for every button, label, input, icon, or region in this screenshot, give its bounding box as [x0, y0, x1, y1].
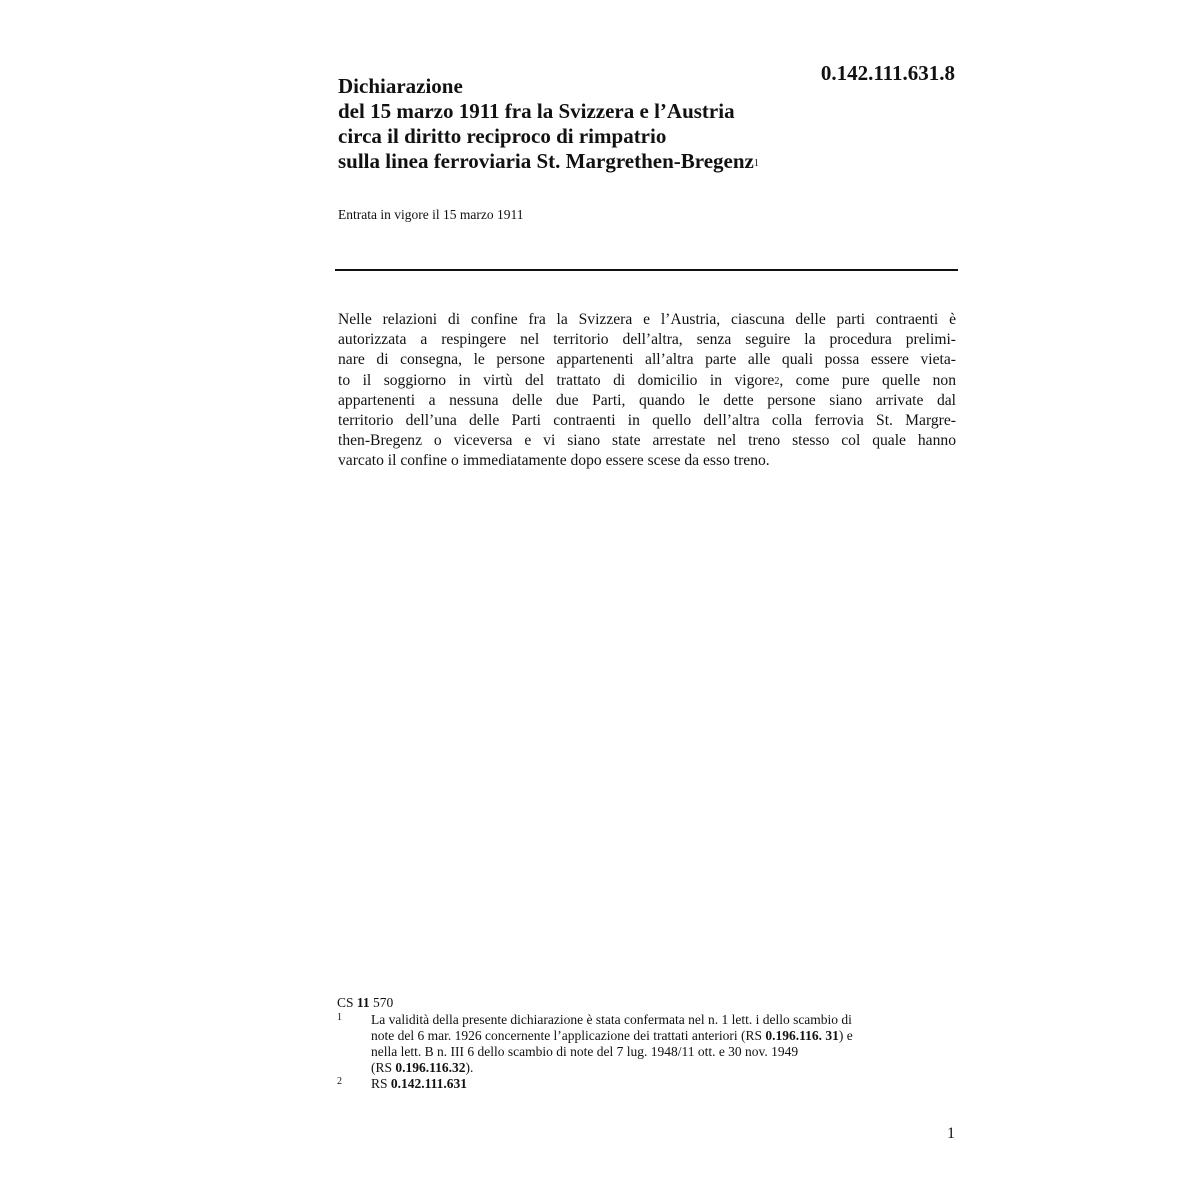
body-line: appartenenti a nessuna delle due Parti, quando le dette persone siano arrivate dal	[338, 391, 956, 409]
footnote-line	[371, 1028, 957, 1044]
footnote-line: nella lett. B n. III 6 dello scambio di note del 7 lug. 1948/11 ott. e 30 nov. 1949	[371, 1044, 799, 1059]
footnote-1	[337, 1012, 957, 1076]
body-footnote-marker[interactable]: 2	[774, 375, 780, 387]
body-line: territorio dell’una delle Parti contraenti in quello dell’altra colla ferrovia St. Margre-	[338, 412, 956, 430]
footnote-text: RS	[371, 1076, 391, 1091]
footnote-2-number: 2	[337, 1076, 342, 1087]
page-number: 1	[947, 1125, 955, 1142]
body-line: varcato il confine o immediatamente dopo essere scese da esso treno.	[338, 452, 770, 470]
sr-link[interactable]: 0.142.111.631	[390, 1076, 468, 1091]
title-line: circa il diritto reciproco di rimpatrio	[338, 124, 667, 148]
footnote-2	[337, 1076, 957, 1092]
title-line-last	[338, 149, 898, 174]
entry-into-force: Entrata in vigore il 15 marzo 1911	[338, 207, 524, 222]
footnote-text: ) e	[838, 1028, 853, 1043]
sr-reference-number: 0.142.111.631.8	[820, 61, 955, 85]
title-line: del 15 marzo 1911 fra la Svizzera e l’Austria	[338, 99, 735, 123]
body-line: nare di consegna, le persone appartenenti all’altra parte alle quali possa essere vieta-	[338, 351, 956, 369]
header-divider	[335, 269, 958, 271]
cs-prefix: CS	[337, 995, 354, 1010]
footnote-1-number: 1	[337, 1012, 342, 1023]
title-footnote-marker[interactable]: 1	[753, 158, 759, 169]
body-line: autorizzata a respingere nel territorio dell’altra, senza seguire la procedura prelimi-	[338, 331, 956, 349]
body-line: Nelle relazioni di confine fra la Svizzera e l’Austria, ciascuna delle parti contraenti è	[338, 311, 956, 328]
body-line-with-footnote	[338, 371, 956, 391]
sr-link[interactable]: 0.196.116.32	[395, 1060, 466, 1075]
footnote-line	[371, 1060, 957, 1076]
title-line: Dichiarazione	[338, 74, 463, 98]
footnote-line: La validità della presente dichiarazione è stata confermata nel n. 1 lett. i dello scambio di	[371, 1012, 852, 1027]
cs-reference	[337, 995, 957, 1011]
footnote-text: note del 6 mar. 1926 concernente l’applicazione dei trattati anteriori (RS	[371, 1028, 766, 1043]
footnotes	[337, 995, 957, 1092]
sr-link[interactable]: 0.196.116. 31	[765, 1028, 839, 1043]
document-title	[338, 74, 898, 174]
body-line: then-Bregenz o viceversa e vi siano state arrestate nel treno stesso col quale hanno	[338, 432, 956, 450]
footnote-text: (RS	[371, 1060, 396, 1075]
footnote-line	[371, 1076, 957, 1092]
body-line-text: to il soggiorno in virtù del trattato di domicilio in vigore	[338, 371, 775, 389]
cs-page: 570	[373, 995, 394, 1010]
footnote-text: ).	[465, 1060, 474, 1075]
declaration-body	[338, 310, 956, 472]
cs-volume: 11	[356, 995, 370, 1010]
body-line-suffix: , come pure quelle non	[779, 371, 956, 389]
title-line-text: sulla linea ferroviaria St. Margrethen-Bregenz	[338, 149, 754, 173]
